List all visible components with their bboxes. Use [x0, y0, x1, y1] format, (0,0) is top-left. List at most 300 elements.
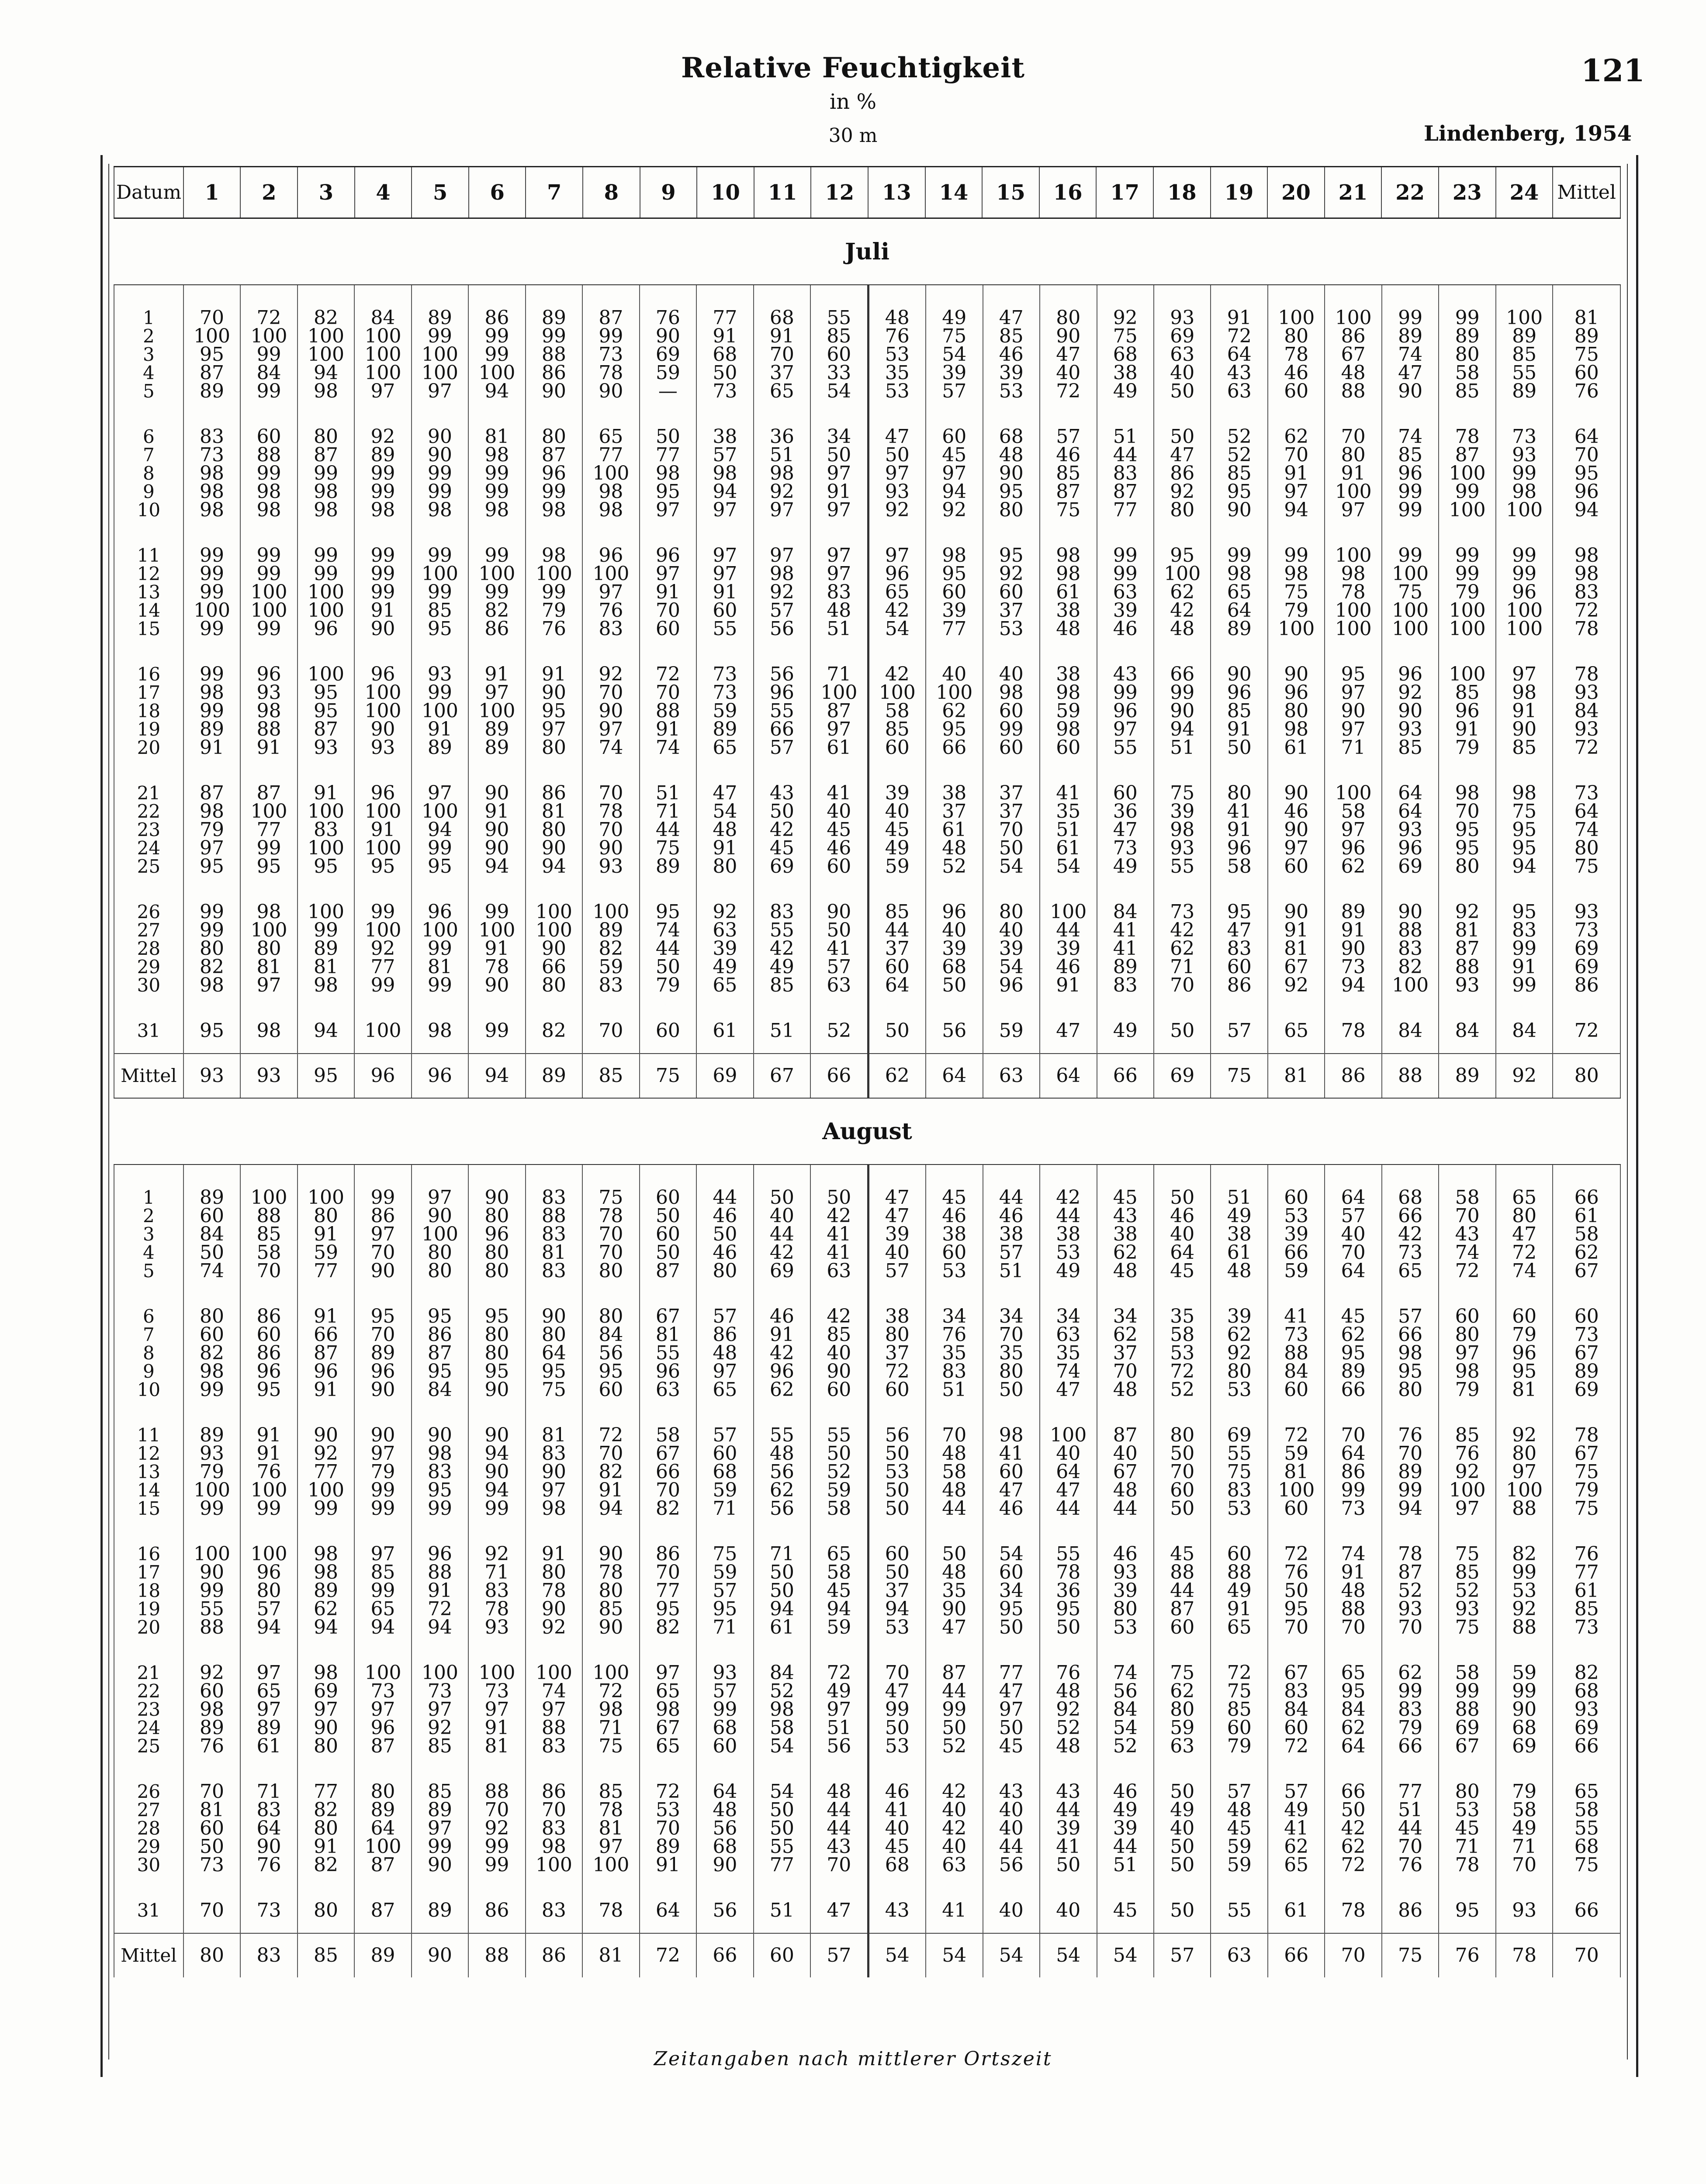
table-cell: 97 — [655, 499, 680, 521]
day-label: 26 — [137, 901, 161, 923]
table-cell: 100 — [1335, 544, 1372, 567]
table-cell: 83 — [1398, 937, 1423, 960]
table-cell: 55 — [827, 1424, 851, 1446]
table-cell: 97 — [256, 1698, 281, 1721]
table-cell: 98 — [1512, 782, 1537, 804]
table-cell: 38 — [1227, 1223, 1252, 1245]
table-cell: 46 — [1170, 1205, 1195, 1227]
table-cell: 99 — [599, 325, 623, 347]
table-cell: 94 — [484, 380, 509, 402]
table-cell: 89 — [1113, 956, 1138, 978]
table-cell: 39 — [885, 782, 910, 804]
table-cell: 62 — [1113, 1324, 1138, 1346]
table-cell: 91 — [199, 736, 224, 759]
table-cell: 60 — [1056, 736, 1081, 759]
table-cell: 98 — [1056, 718, 1081, 740]
table-cell: 90 — [541, 1461, 566, 1483]
value-column — [469, 285, 526, 1098]
table-cell: 100 — [307, 800, 344, 822]
mean-cell: 85 — [583, 1053, 639, 1098]
table-cell: 90 — [484, 1379, 509, 1401]
table-cell: 97 — [827, 544, 851, 567]
table-cell: 96 — [370, 1360, 395, 1382]
table-cell: 75 — [1574, 1854, 1599, 1876]
table-cell: 35 — [885, 362, 910, 384]
day-label: 1 — [143, 1187, 155, 1208]
table-cell: 91 — [1227, 1598, 1252, 1620]
table-cell: 60 — [942, 581, 967, 603]
table-cell: 44 — [655, 937, 680, 960]
table-cell: 85 — [1227, 462, 1252, 484]
table-cell: 100 — [421, 563, 458, 585]
table-cell: 89 — [1512, 380, 1537, 402]
table-cell: 85 — [427, 1735, 452, 1757]
table-cell: 100 — [1449, 618, 1486, 640]
table-cell: 64 — [1398, 800, 1423, 822]
table-cell: 52 — [769, 1680, 794, 1702]
table-cell: 81 — [541, 1424, 566, 1446]
table-cell: 100 — [1392, 618, 1429, 640]
table-cell: 90 — [484, 1424, 509, 1446]
table-cell: 52 — [1113, 1735, 1138, 1757]
table-cell: 90 — [370, 1379, 395, 1401]
table-cell: 49 — [1512, 1817, 1537, 1839]
table-cell: 50 — [655, 1205, 680, 1227]
table-cell: 48 — [1227, 1799, 1252, 1821]
table-cell: 97 — [484, 1698, 509, 1721]
table-cell: 81 — [541, 1241, 566, 1264]
table-cell: 65 — [1512, 1186, 1537, 1209]
table-cell: 47 — [1398, 362, 1423, 384]
table-cell: 85 — [599, 1598, 623, 1620]
table-cell: 90 — [427, 444, 452, 466]
table-cell: 66 — [942, 736, 967, 759]
table-cell: 96 — [370, 1717, 395, 1739]
table-cell: 55 — [827, 307, 851, 329]
table-cell: 86 — [427, 1324, 452, 1346]
table-cell: 97 — [1512, 1461, 1537, 1483]
table-cell: 90 — [1227, 499, 1252, 521]
table-cell: 83 — [541, 1735, 566, 1757]
table-cell: 76 — [256, 1854, 281, 1876]
table-cell: 59 — [1512, 1662, 1537, 1684]
table-cell: 60 — [1113, 782, 1138, 804]
table-cell: 100 — [1449, 462, 1486, 484]
table-cell: 50 — [1170, 1780, 1195, 1803]
table-cell: 100 — [307, 599, 344, 622]
table-cell: 98 — [769, 1698, 794, 1721]
table-cell: 39 — [713, 937, 737, 960]
table-cell: 86 — [1574, 974, 1599, 996]
table-cell: 99 — [256, 563, 281, 585]
table-cell: 98 — [1284, 718, 1309, 740]
table-cell: 50 — [999, 1717, 1024, 1739]
table-cell: 89 — [1398, 325, 1423, 347]
table-cell: 70 — [199, 307, 224, 329]
table-cell: 81 — [427, 956, 452, 978]
table-cell: 94 — [713, 480, 737, 503]
table-cell: 97 — [599, 581, 623, 603]
table-cell: 42 — [1170, 599, 1195, 622]
mean-cell: 57 — [811, 1933, 867, 1977]
table-cell: 79 — [370, 1461, 395, 1483]
table-cell: 99 — [1512, 1680, 1537, 1702]
value-column — [983, 1165, 1040, 1977]
table-cell: 37 — [885, 1579, 910, 1602]
table-cell: 33 — [827, 362, 851, 384]
table-cell: 70 — [1398, 1616, 1423, 1638]
table-cell: 56 — [827, 1735, 851, 1757]
table-cell: 47 — [1056, 1019, 1081, 1042]
column-header-hour: 3 — [298, 167, 355, 218]
table-cell: 70 — [655, 599, 680, 622]
table-cell: 97 — [1341, 499, 1366, 521]
table-cell: 60 — [1455, 1305, 1480, 1327]
mean-cell: 81 — [583, 1933, 639, 1977]
mean-cell: 88 — [1382, 1053, 1438, 1098]
table-cell: 94 — [313, 1019, 338, 1042]
table-cell: 70 — [1398, 1442, 1423, 1465]
table-cell: 66 — [1341, 1379, 1366, 1401]
mean-cell: 80 — [1553, 1053, 1620, 1098]
table-cell: 60 — [655, 1186, 680, 1209]
table-cell: 99 — [427, 937, 452, 960]
table-cell: 45 — [827, 819, 851, 841]
table-cell: 63 — [1170, 1735, 1195, 1757]
table-cell: 88 — [1170, 1561, 1195, 1583]
table-cell: 62 — [1341, 855, 1366, 878]
table-cell: 68 — [713, 1461, 737, 1483]
table-cell: 48 — [1113, 1479, 1138, 1501]
table-cell: 95 — [1341, 663, 1366, 685]
table-cell: 70 — [885, 1662, 910, 1684]
table-cell: 70 — [769, 343, 794, 366]
table-cell: 66 — [1398, 1735, 1423, 1757]
table-cell: 92 — [484, 1817, 509, 1839]
table-cell: 99 — [313, 462, 338, 484]
table-cell: 81 — [1284, 937, 1309, 960]
table-cell: 66 — [769, 718, 794, 740]
table-cell: 82 — [599, 937, 623, 960]
table-cell: 78 — [1056, 1561, 1081, 1583]
table-cell: 99 — [1512, 937, 1537, 960]
table-cell: 99 — [1398, 480, 1423, 503]
table-cell: 93 — [1398, 1598, 1423, 1620]
table-cell: 85 — [1398, 444, 1423, 466]
day-label: 5 — [143, 1260, 155, 1282]
mean-cell: 63 — [983, 1053, 1039, 1098]
table-cell: 35 — [1056, 800, 1081, 822]
table-cell: 84 — [370, 307, 395, 329]
table-cell: 91 — [370, 819, 395, 841]
table-cell: 83 — [599, 974, 623, 996]
mean-cell: 86 — [526, 1933, 582, 1977]
table-cell: 100 — [1392, 599, 1429, 622]
table-cell: 44 — [769, 1223, 794, 1245]
table-cell: 46 — [1284, 362, 1309, 384]
table-cell: 99 — [1113, 681, 1138, 704]
value-column — [869, 1165, 926, 1977]
table-cell: 54 — [942, 343, 967, 366]
table-cell: 98 — [199, 499, 224, 521]
table-cell: 95 — [713, 1598, 737, 1620]
table-cell: 42 — [769, 1342, 794, 1364]
table-cell: 100 — [250, 1543, 287, 1565]
month-grid — [114, 285, 1621, 1098]
table-cell: 75 — [942, 325, 967, 347]
table-cell: 90 — [827, 1360, 851, 1382]
table-cell: 98 — [769, 462, 794, 484]
table-cell: 80 — [885, 1324, 910, 1346]
value-column — [526, 1165, 583, 1977]
table-cell: 40 — [999, 919, 1024, 941]
table-cell: 97 — [370, 380, 395, 402]
table-cell: 82 — [199, 956, 224, 978]
table-cell: 40 — [942, 1799, 967, 1821]
table-cell: 91 — [713, 325, 737, 347]
table-cell: 45 — [942, 444, 967, 466]
table-cell: 99 — [199, 1379, 224, 1401]
table-cell: 49 — [885, 837, 910, 859]
table-cell: 72 — [599, 1680, 623, 1702]
table-cell: 48 — [769, 1442, 794, 1465]
table-cell: 94 — [256, 1616, 281, 1638]
table-cell: 70 — [942, 1424, 967, 1446]
table-cell: 49 — [827, 1680, 851, 1702]
day-label: 20 — [137, 737, 161, 758]
table-cell: 44 — [885, 919, 910, 941]
table-cell: 94 — [484, 1442, 509, 1465]
table-cell: 91 — [370, 599, 395, 622]
value-column — [640, 285, 697, 1098]
table-cell: 89 — [484, 736, 509, 759]
table-cell: 61 — [942, 819, 967, 841]
table-cell: 62 — [1170, 581, 1195, 603]
table-cell: 79 — [199, 819, 224, 841]
table-cell: 60 — [713, 1442, 737, 1465]
table-cell: 48 — [942, 1561, 967, 1583]
table-cell: 65 — [1227, 1616, 1252, 1638]
day-label: 16 — [137, 663, 161, 685]
table-cell: 74 — [1574, 819, 1599, 841]
table-cell: 97 — [599, 718, 623, 740]
column-header-hour: 4 — [355, 167, 412, 218]
table-cell: 50 — [769, 1561, 794, 1583]
table-cell: 83 — [1284, 1680, 1309, 1702]
table-cell: 68 — [769, 307, 794, 329]
table-cell: 55 — [1574, 1817, 1599, 1839]
table-cell: 70 — [1113, 1360, 1138, 1382]
table-cell: 47 — [885, 1205, 910, 1227]
table-cell: 60 — [1284, 1186, 1309, 1209]
table-cell: 98 — [769, 563, 794, 585]
table-cell: 51 — [769, 1019, 794, 1042]
table-cell: 56 — [599, 1342, 623, 1364]
table-cell: 80 — [541, 974, 566, 996]
table-cell: 48 — [1341, 1579, 1366, 1602]
table-cell: 44 — [999, 1835, 1024, 1858]
mean-cell: 86 — [1325, 1053, 1381, 1098]
column-header-hour: 21 — [1325, 167, 1382, 218]
table-cell: 37 — [942, 800, 967, 822]
table-cell: 95 — [370, 855, 395, 878]
table-cell: 34 — [1113, 1305, 1138, 1327]
day-label: 3 — [143, 344, 155, 365]
table-cell: 44 — [1113, 444, 1138, 466]
table-cell: 87 — [313, 1342, 338, 1364]
table-cell: 95 — [427, 855, 452, 878]
table-cell: 94 — [541, 855, 566, 878]
table-cell: 95 — [1455, 819, 1480, 841]
table-cell: 99 — [199, 1579, 224, 1602]
table-cell: 47 — [999, 307, 1024, 329]
table-cell: 80 — [599, 1579, 623, 1602]
table-cell: 91 — [313, 782, 338, 804]
table-cell: 70 — [655, 1817, 680, 1839]
table-cell: 73 — [713, 663, 737, 685]
table-cell: 42 — [769, 819, 794, 841]
table-cell: 97 — [427, 380, 452, 402]
table-cell: 95 — [1455, 837, 1480, 859]
table-cell: 38 — [1056, 1223, 1081, 1245]
value-column — [1268, 1165, 1325, 1977]
table-cell: 76 — [885, 325, 910, 347]
table-cell: 83 — [541, 1260, 566, 1282]
table-cell: 97 — [370, 1698, 395, 1721]
table-cell: 60 — [256, 1324, 281, 1346]
table-cell: 69 — [1227, 1424, 1252, 1446]
table-cell: 83 — [942, 1360, 967, 1382]
table-cell: 97 — [885, 462, 910, 484]
table-cell: 70 — [655, 1561, 680, 1583]
day-label: 9 — [143, 481, 155, 502]
table-cell: 69 — [655, 343, 680, 366]
table-cell: 100 — [1335, 599, 1372, 622]
table-cell: 49 — [1227, 1205, 1252, 1227]
table-cell: 43 — [1227, 362, 1252, 384]
table-cell: 42 — [827, 1305, 851, 1327]
table-cell: 89 — [370, 1342, 395, 1364]
table-cell: 99 — [1512, 1561, 1537, 1583]
table-cell: 48 — [1170, 618, 1195, 640]
table-cell: 98 — [999, 1424, 1024, 1446]
table-cell: 98 — [1170, 819, 1195, 841]
table-cell: 41 — [1113, 919, 1138, 941]
table-cell: 85 — [827, 325, 851, 347]
table-cell: 100 — [421, 919, 458, 941]
value-column — [355, 285, 412, 1098]
table-cell: 53 — [1455, 1799, 1480, 1821]
table-cell: 57 — [769, 736, 794, 759]
table-cell: 61 — [827, 736, 851, 759]
table-cell: 50 — [655, 956, 680, 978]
table-cell: 46 — [942, 1205, 967, 1227]
table-cell: 99 — [1455, 544, 1480, 567]
table-cell: 95 — [1512, 901, 1537, 923]
table-cell: 99 — [1284, 544, 1309, 567]
table-cell: 87 — [1455, 937, 1480, 960]
table-cell: 96 — [885, 563, 910, 585]
day-column — [114, 1165, 184, 1977]
mean-cell: 64 — [1040, 1053, 1096, 1098]
table-cell: 97 — [199, 837, 224, 859]
table-cell: 95 — [541, 700, 566, 722]
table-cell: 92 — [1113, 307, 1138, 329]
table-cell: 50 — [199, 1835, 224, 1858]
table-cell: 76 — [256, 1461, 281, 1483]
value-column — [1382, 285, 1439, 1098]
column-header-hour: 23 — [1439, 167, 1496, 218]
table-cell: 100 — [250, 800, 287, 822]
table-cell: 100 — [1335, 480, 1372, 503]
table-cell: 99 — [541, 480, 566, 503]
table-cell: 94 — [1398, 1497, 1423, 1520]
table-cell: 98 — [313, 1561, 338, 1583]
table-cell: 99 — [199, 581, 224, 603]
table-cell: 97 — [427, 1186, 452, 1209]
table-cell: 53 — [885, 380, 910, 402]
table-cell: 53 — [885, 1616, 910, 1638]
table-cell: 60 — [655, 1019, 680, 1042]
table-cell: 90 — [1341, 937, 1366, 960]
table-cell: 80 — [1455, 855, 1480, 878]
table-cell: 81 — [599, 1817, 623, 1839]
day-label: 27 — [137, 919, 161, 941]
table-cell: 98 — [256, 480, 281, 503]
table-cell: 99 — [256, 462, 281, 484]
table-cell: 83 — [1574, 581, 1599, 603]
table-cell: 47 — [885, 1680, 910, 1702]
table-cell: 72 — [1284, 1735, 1309, 1757]
table-cell: 100 — [250, 325, 287, 347]
table-cell: 78 — [1574, 618, 1599, 640]
table-cell: 92 — [1170, 480, 1195, 503]
mean-label: Mittel — [114, 1933, 183, 1977]
table-cell: 99 — [484, 480, 509, 503]
table-cell: 67 — [655, 1305, 680, 1327]
table-cell: 65 — [256, 1680, 281, 1702]
table-cell: 50 — [769, 1817, 794, 1839]
table-cell: 59 — [313, 1241, 338, 1264]
table-cell: 41 — [827, 1223, 851, 1245]
table-cell: 47 — [1170, 444, 1195, 466]
table-cell: 50 — [1170, 1442, 1195, 1465]
table-cell: 74 — [655, 736, 680, 759]
month-heading: August — [114, 1098, 1621, 1165]
table-cell: 97 — [999, 1698, 1024, 1721]
table-cell: 78 — [599, 1561, 623, 1583]
table-cell: 74 — [1056, 1360, 1081, 1382]
table-cell: 98 — [427, 499, 452, 521]
day-label: 6 — [143, 426, 155, 447]
table-cell: 36 — [769, 425, 794, 448]
table-cell: 100 — [820, 681, 858, 704]
table-cell: 40 — [827, 800, 851, 822]
value-column — [355, 1165, 412, 1977]
table-cell: 99 — [199, 618, 224, 640]
table-cell: 65 — [1284, 1854, 1309, 1876]
table-cell: 93 — [1574, 901, 1599, 923]
table-cell: 98 — [427, 1019, 452, 1042]
table-cell: 90 — [1284, 901, 1309, 923]
column-header-hour: 7 — [526, 167, 583, 218]
table-cell: 52 — [1227, 444, 1252, 466]
table-cell: 93 — [713, 1662, 737, 1684]
table-cell: 44 — [999, 1186, 1024, 1209]
table-cell: 100 — [478, 563, 516, 585]
table-cell: 93 — [199, 1442, 224, 1465]
table-cell: 65 — [1398, 1260, 1423, 1282]
